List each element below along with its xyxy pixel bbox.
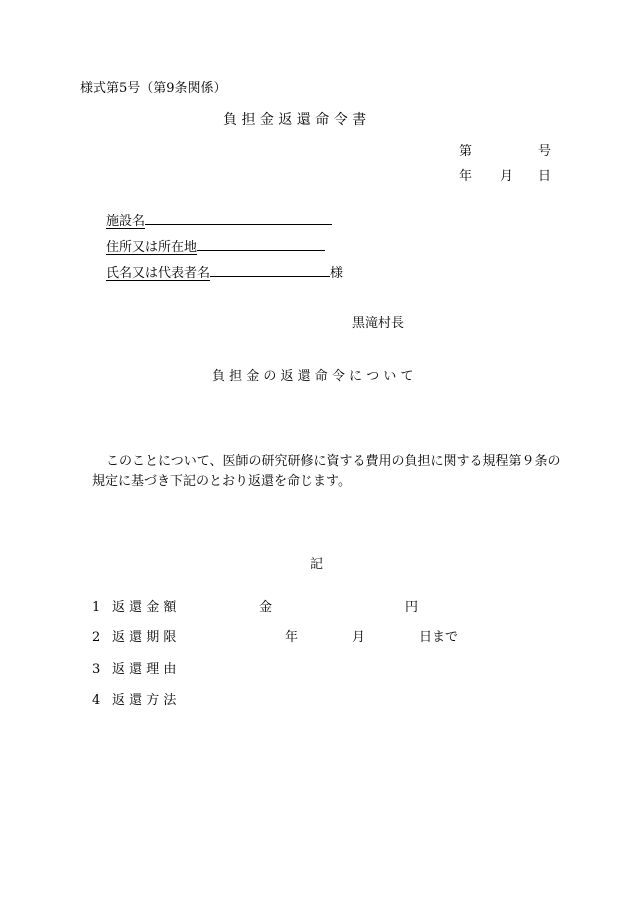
item-2-num: 2 [92,630,101,645]
date-year: 年 [459,169,473,184]
date-day: 日 [538,169,552,184]
deadline-year: 年 [285,630,299,645]
body-line-2: 規定に基づき下記のとおり返還を命じます。 [92,474,351,489]
document-title: 負 担 金 返 還 命 令 書 [223,112,367,128]
deadline-month: 月 [352,630,366,645]
issuer: 黒滝村長 [352,316,405,331]
amount-kin: 金 [259,600,273,615]
address-label: 住所又は所在地 [106,240,198,255]
date-month: 月 [500,169,514,184]
item-1-label: 返 還 金 額 [112,600,177,615]
facility-line [106,211,332,228]
facility-blank [145,211,332,225]
number-go: 号 [538,144,552,159]
item-2-label: 返 還 期 限 [112,630,177,645]
item-4-num: 4 [92,693,101,708]
name-label: 氏名又は代表者名 [106,266,211,281]
amount-yen: 円 [405,600,419,615]
item-1-num: 1 [92,600,101,615]
number-dai: 第 [459,144,473,159]
item-3-num: 3 [92,662,101,677]
item-3-label: 返 還 理 由 [112,662,177,677]
form-label: 様式第5号（第9条関係） [80,81,227,96]
facility-label: 施設名 [106,214,146,229]
address-blank [197,237,325,251]
item-4-label: 返 還 方 法 [112,693,177,708]
name-line [106,263,343,280]
subject: 負 担 金 の 返 還 命 令 に つ い て [212,369,414,384]
address-line [106,237,325,254]
body-line-1: このことについて、医師の研究研修に資する費用の負担に関する規程第９条の [106,454,561,469]
ki-heading: 記 [310,557,324,572]
deadline-day: 日まで [419,630,459,645]
honorific: 様 [330,266,344,281]
name-blank [210,263,330,277]
